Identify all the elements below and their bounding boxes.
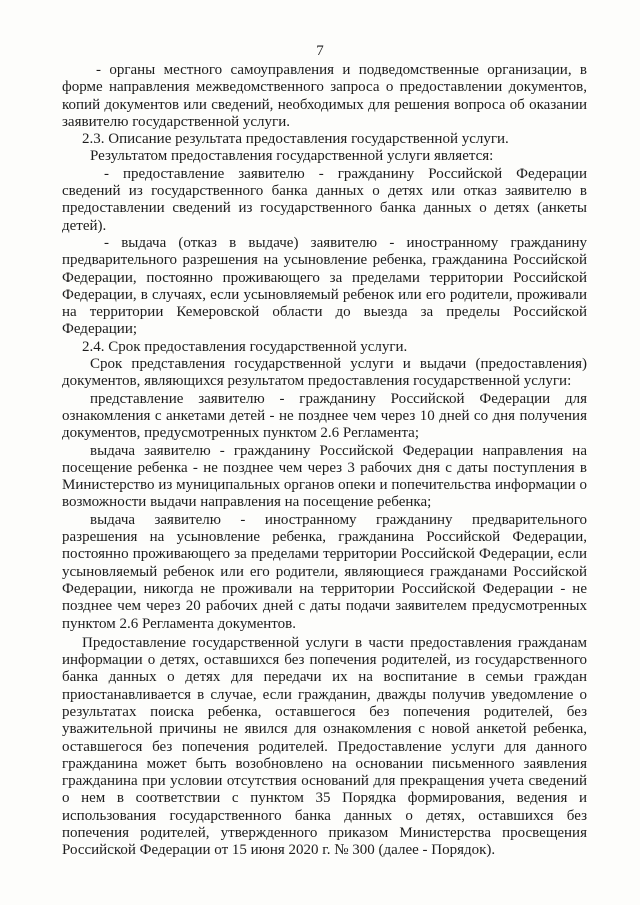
paragraph-term-intro: Срок представления государственной услуги и выдачи (предоставления) документов, являющихся результатом предоставления государственной услуги: xyxy=(62,356,587,390)
paragraph-result-permission: - выдача (отказ в выдаче) заявителю - иностранному гражданину предварительного разрешения на усыновление ребенка, гражданина Российской Федерации, постоянно проживающего за пределами территории Российской Федерации, в случаях, если усыновляемый ребенок или его родители, проживали на территории Кемеровской области до выезда за пределы Российской Федерации; xyxy=(62,234,587,338)
paragraph-result-intro: Результатом предоставления государственной услуги является: xyxy=(90,148,494,165)
paragraph-term-foreign-adoption: выдача заявителю - иностранному гражданину предварительного разрешения на усыновление ребенка, гражданина Российской Федерации, постоянно проживающего за пределами территории Российской Федерации, если усыновляемый ребенок или его родители, являющиеся гражданами Российской Федерации, никогда не проживали на территории Российской Федерации - не позднее чем через 20 рабочих дней с даты подачи заявителем предусмотренных пунктом 2.6 Регламента документов. xyxy=(62,511,587,632)
document-body xyxy=(62,62,587,860)
paragraph-term-visit-referral: выдача заявителю - гражданину Российской Федерации направления на посещение ребенка - не позднее чем через 3 рабочих дня с даты поступления в Министерство из муниципальных органов опеки и попечительства информации о возможности выдачи направления на посещение ребенка; xyxy=(62,442,587,511)
paragraph-local-authorities: - органы местного самоуправления и подведомственные организации, в форме направления межведомственного запроса о предоставлении документов, копий документов или сведений, необходимых для решения вопроса об оказании заявителю государственной услуги. xyxy=(62,62,587,130)
section-heading-2-3: 2.3. Описание результата предоставления государственной услуги. xyxy=(82,131,509,148)
page-number: 7 xyxy=(316,43,324,59)
section-heading-2-4: 2.4. Срок предоставления государственной услуги. xyxy=(82,338,408,355)
paragraph-term-questionnaires: представление заявителю - гражданину Российской Федерации для ознакомления с анкетами детей - не позднее чем через 10 дней со дня получения документов, предусмотренных пунктом 2.6 Регламента; xyxy=(62,390,587,442)
paragraph-suspension: Предоставление государственной услуги в части предоставления гражданам информации о детях, оставшихся без попечения родителей, из государственного банка данных о детях для передачи их на воспитание в семьи граждан приостанавливается в случае, если гражданин, дважды получив уведомление о результатах поиска ребенка, оставшегося без попечения родителей, без уважительной причины не явился для ознакомления с новой анкетой ребенка, оставшегося без попечения родителей. Предоставление услуги для данного гражданина может быть возобновлено на основании письменного заявления гражданина при условии отсутствия оснований для прекращения учета сведений о нем в соответствии с пунктом 35 Порядка формирования, ведения и использования государственного банка данных о детях, оставшихся без попечения родителей, утвержденного приказом Министерства просвещения Российской Федерации от 15 июня 2020 г. № 300 (далее - Порядок). xyxy=(62,634,587,859)
paragraph-result-provision: - предоставление заявителю - гражданину Российской Федерации сведений из государственного банка данных о детях или отказ заявителю в предоставлении сведений из государственного банка данных о детях (анкеты детей). xyxy=(62,165,587,234)
